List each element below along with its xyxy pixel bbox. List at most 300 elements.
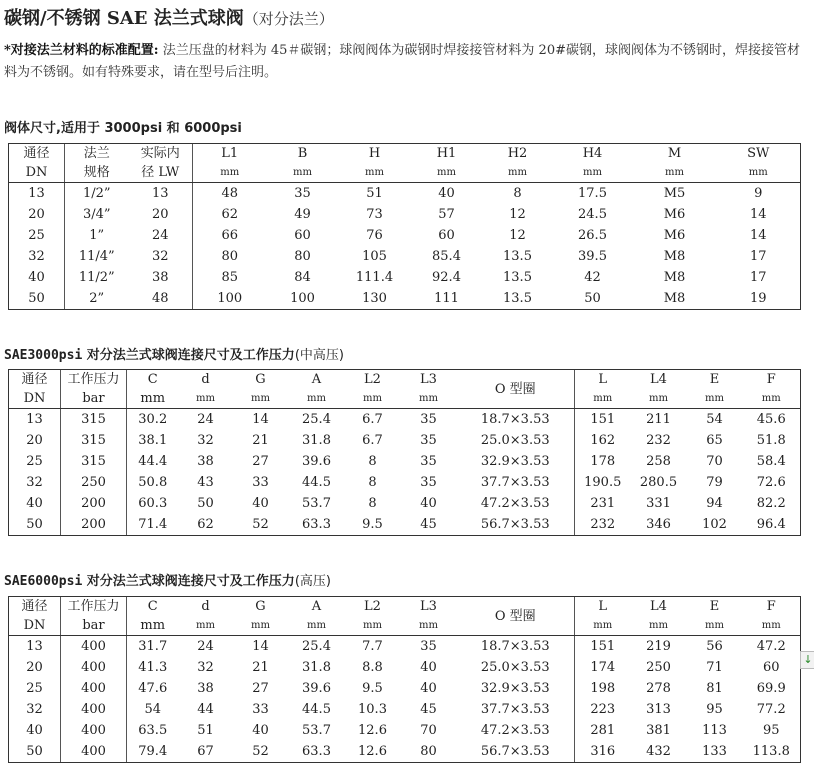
table-cell: 381 <box>646 723 671 738</box>
table-cell: M8 <box>663 270 686 285</box>
table2-caption <box>4 344 344 363</box>
table-cell: 8 <box>513 186 522 201</box>
column-unit: mm <box>575 389 631 409</box>
table-cell: 48 <box>129 288 193 310</box>
table-cell: 232 <box>575 514 631 536</box>
column-header: L3 <box>401 597 457 617</box>
table-cell: 313 <box>646 702 671 717</box>
table-cell: 53.7 <box>302 496 331 511</box>
table-cell: M6 <box>663 207 686 222</box>
table-cell: 19 <box>717 288 801 310</box>
table-cell: 174 <box>575 657 631 678</box>
table-cell: 400 <box>61 699 127 720</box>
table-cell: 53.7 <box>302 723 331 738</box>
table-cell: 280.5 <box>639 475 678 490</box>
table-cell: 44 <box>197 702 214 717</box>
table-cell: 81 <box>706 681 723 696</box>
column-header: A <box>289 370 345 390</box>
table-cell: 12 <box>509 228 526 243</box>
table-row <box>9 409 801 431</box>
table-cell: 400 <box>61 741 127 763</box>
table-cell: 73 <box>366 207 383 222</box>
table-cell: 45 <box>420 702 437 717</box>
table-row <box>9 741 801 763</box>
table-cell: 54 <box>706 412 723 427</box>
table-row <box>9 636 801 658</box>
table-cell: 77.2 <box>743 699 801 720</box>
column-unit: mm <box>339 163 411 183</box>
column-header: 通径 <box>9 144 65 164</box>
table-cell: 60 <box>438 228 455 243</box>
table-cell: 76 <box>366 228 383 243</box>
table-cell: 200 <box>61 514 127 536</box>
table-cell: 35 <box>420 639 437 654</box>
column-header: 通径 <box>9 370 61 390</box>
column-unit: 径 LW <box>129 163 193 183</box>
table-cell: 6.7 <box>362 433 383 448</box>
table-row <box>9 678 801 699</box>
column-header: E <box>687 370 743 390</box>
table-cell: 223 <box>575 699 631 720</box>
table-cell: 13.5 <box>503 270 532 285</box>
table-cell: 9.5 <box>362 681 383 696</box>
column-unit: mm <box>289 616 345 636</box>
column-header: L4 <box>631 370 687 390</box>
table-cell: M8 <box>663 249 686 264</box>
table-cell: 20 <box>9 204 65 225</box>
table-cell: 331 <box>646 496 671 511</box>
table-cell: 50.8 <box>127 472 179 493</box>
table-cell: 37.7×3.53 <box>480 702 550 717</box>
table-cell: 400 <box>61 636 127 658</box>
table-cell: 198 <box>575 678 631 699</box>
column-unit: mm <box>743 616 801 636</box>
table-row <box>9 183 801 205</box>
table-cell: 40 <box>9 267 65 288</box>
column-unit: mm <box>743 389 801 409</box>
table-cell: 38 <box>151 270 169 285</box>
table-cell: M6 <box>663 228 686 243</box>
column-header: O 型圈 <box>457 597 575 636</box>
table-cell: 70 <box>706 454 723 469</box>
column-header: 法兰 <box>65 144 129 164</box>
table2-caption-code: SAE3000psi <box>4 348 83 363</box>
column-unit: mm <box>633 163 717 183</box>
column-header: M <box>633 144 717 164</box>
table-row <box>9 451 801 472</box>
table-cell: 45.6 <box>743 409 801 431</box>
table-cell: 57 <box>438 207 455 222</box>
table-cell: 40 <box>420 681 437 696</box>
table3-caption-text: 对分法兰式球阀连接尺寸及工作压力 <box>82 574 295 589</box>
table-cell: 111.4 <box>355 270 394 285</box>
table-cell: 44.5 <box>302 702 331 717</box>
table-cell: 13 <box>151 186 169 201</box>
table-cell: 96.4 <box>743 514 801 536</box>
column-unit: mm <box>575 616 631 636</box>
table3-caption-code: SAE6000psi <box>4 574 83 589</box>
table-cell: 100 <box>193 288 267 310</box>
column-header: L4 <box>631 597 687 617</box>
column-unit: DN <box>9 389 61 409</box>
table-cell: 67 <box>179 741 233 763</box>
table-cell: 44.5 <box>302 475 331 490</box>
table-cell: 32 <box>9 699 61 720</box>
table-cell: 50 <box>9 741 61 763</box>
table-cell: 31.8 <box>302 433 331 448</box>
table-cell: 63.3 <box>289 514 345 536</box>
table-row <box>9 493 801 514</box>
table-cell: 39.6 <box>302 681 331 696</box>
title-sub: （对分法兰） <box>243 10 334 28</box>
table-cell: 32 <box>151 249 169 264</box>
table-cell: 1” <box>65 225 129 246</box>
column-unit: mm <box>553 163 633 183</box>
column-header: B <box>267 144 339 164</box>
table-cell: 11/4” <box>65 246 129 267</box>
table-cell: 211 <box>646 412 671 427</box>
table-cell: 105 <box>362 249 387 264</box>
table-cell: 14 <box>717 225 801 246</box>
table-cell: 281 <box>575 720 631 741</box>
table-cell: 24 <box>197 639 214 654</box>
table-cell: 133 <box>687 741 743 763</box>
table-cell: 6.7 <box>362 412 383 427</box>
column-unit: bar <box>61 616 127 636</box>
column-header: O 型圈 <box>457 370 575 409</box>
table-cell: 48 <box>193 183 267 205</box>
table-cell: 12.6 <box>358 723 387 738</box>
table-cell: 35 <box>420 433 437 448</box>
table-cell: 31.7 <box>127 636 179 658</box>
table-row <box>9 720 801 741</box>
table-cell: 25.0×3.53 <box>480 660 550 675</box>
scroll-down-button[interactable] <box>800 651 814 669</box>
table-cell: 92.4 <box>432 270 461 285</box>
table-cell: 231 <box>575 493 631 514</box>
table1-caption <box>4 117 242 136</box>
table-cell: 56.7×3.53 <box>457 741 575 763</box>
table-cell: 43 <box>197 475 214 490</box>
column-header: L <box>575 370 631 390</box>
column-unit: mm <box>193 163 267 183</box>
table-cell: 278 <box>646 681 671 696</box>
column-header: L1 <box>193 144 267 164</box>
table-cell: 60.3 <box>127 493 179 514</box>
table-cell: 346 <box>631 514 687 536</box>
table-row <box>9 657 801 678</box>
table-cell: 11/2” <box>65 267 129 288</box>
table-cell: 250 <box>646 660 671 675</box>
table-cell: 47.6 <box>127 678 179 699</box>
table-cell: 50 <box>197 496 214 511</box>
table-cell: 56.7×3.53 <box>457 514 575 536</box>
table-cell: 95 <box>743 720 801 741</box>
column-unit: mm <box>483 163 553 183</box>
table-cell: 26.5 <box>578 228 607 243</box>
table-cell: 71.4 <box>127 514 179 536</box>
table-cell: 113 <box>702 723 727 738</box>
column-header: SW <box>717 144 801 164</box>
column-unit: mm <box>631 389 687 409</box>
column-header: L2 <box>345 597 401 617</box>
table-cell: 400 <box>61 657 127 678</box>
table-cell: 39.6 <box>302 454 331 469</box>
table-cell: 72.6 <box>743 472 801 493</box>
table3-caption-paren: (高压) <box>294 574 331 589</box>
table-cell: 32.9×3.53 <box>480 681 550 696</box>
table-cell: 18.7×3.53 <box>480 639 550 654</box>
table-cell: 47.2×3.53 <box>480 496 550 511</box>
column-unit: mm <box>233 389 289 409</box>
table-cell: 41.3 <box>127 657 179 678</box>
table-cell: 3/4” <box>65 204 129 225</box>
table-cell: 35 <box>420 475 437 490</box>
table-cell: 32 <box>197 433 214 448</box>
table-cell: 60 <box>294 228 311 243</box>
table-cell: 151 <box>575 409 631 431</box>
column-header: 工作压力 <box>61 370 127 390</box>
table-cell: 31.8 <box>302 660 331 675</box>
table-cell: 40 <box>438 186 455 201</box>
table-cell: 13 <box>9 183 65 205</box>
table-cell: 70 <box>420 723 437 738</box>
table-cell: 33 <box>252 702 269 717</box>
table-row <box>9 699 801 720</box>
table-cell: 79 <box>706 475 723 490</box>
table-cell: 20 <box>9 430 61 451</box>
table-cell: 40 <box>420 496 437 511</box>
table-cell: 7.7 <box>362 639 383 654</box>
table-cell: 25 <box>9 451 61 472</box>
column-header: L2 <box>345 370 401 390</box>
table-cell: 178 <box>575 451 631 472</box>
table-cell: 20 <box>151 207 169 222</box>
column-unit: DN <box>9 616 61 636</box>
table-cell: 432 <box>631 741 687 763</box>
table-cell: 82.2 <box>743 493 801 514</box>
column-header: H1 <box>411 144 483 164</box>
table-cell: 111 <box>411 288 483 310</box>
table-cell: 32 <box>9 472 61 493</box>
table-cell: 51.8 <box>743 430 801 451</box>
table-cell: 40 <box>9 493 61 514</box>
table-cell: 50 <box>9 514 61 536</box>
table-cell: 9 <box>717 183 801 205</box>
table-cell: 232 <box>646 433 671 448</box>
table-cell: 400 <box>61 720 127 741</box>
table-row <box>9 204 801 225</box>
table-cell: 24 <box>151 228 169 243</box>
table-cell: 38 <box>197 454 214 469</box>
table-cell: 100 <box>267 288 339 310</box>
table-cell: 130 <box>339 288 411 310</box>
table-cell: 32 <box>9 246 65 267</box>
table-cell: 45 <box>401 514 457 536</box>
table-cell: 60 <box>743 657 801 678</box>
table3-caption <box>4 570 331 589</box>
table-row <box>9 225 801 246</box>
table-row <box>9 472 801 493</box>
column-header: E <box>687 597 743 617</box>
column-header: G <box>233 370 289 390</box>
arrow-down-icon: ↓ <box>803 653 813 666</box>
column-unit: mm <box>345 389 401 409</box>
column-unit: 规格 <box>65 163 129 183</box>
column-header: A <box>289 597 345 617</box>
table-cell: 40 <box>252 496 269 511</box>
table-cell: 71 <box>706 660 723 675</box>
table-cell: 113.8 <box>743 741 801 763</box>
table-row <box>9 267 801 288</box>
table-cell: 8 <box>368 454 377 469</box>
table-cell: 37.7×3.53 <box>480 475 550 490</box>
table-cell: 21 <box>252 433 269 448</box>
valve-body-dimensions-table <box>8 143 801 310</box>
table-row <box>9 430 801 451</box>
table-cell: 50 <box>9 288 65 310</box>
table-cell: 65 <box>706 433 723 448</box>
table-cell: 1/2” <box>65 183 129 205</box>
table-cell: 51 <box>366 186 383 201</box>
table-cell: 18.7×3.53 <box>480 412 550 427</box>
table-cell: M5 <box>663 186 686 201</box>
table-cell: 17.5 <box>578 186 607 201</box>
table-cell: 56 <box>706 639 723 654</box>
column-unit: mm <box>401 616 457 636</box>
table-cell: 25.4 <box>302 412 331 427</box>
table-cell: 190.5 <box>575 472 631 493</box>
table-cell: 162 <box>575 430 631 451</box>
table-cell: 10.3 <box>358 702 387 717</box>
table-cell: 44.4 <box>127 451 179 472</box>
column-header: F <box>743 597 801 617</box>
column-unit: mm <box>345 616 401 636</box>
column-header: H <box>339 144 411 164</box>
table-cell: 69.9 <box>743 678 801 699</box>
table-cell: 35 <box>420 412 437 427</box>
table-cell: 400 <box>61 678 127 699</box>
table-cell: 94 <box>706 496 723 511</box>
table-cell: 40 <box>9 720 61 741</box>
table-cell: 8 <box>368 475 377 490</box>
column-unit: mm <box>289 389 345 409</box>
column-unit: mm <box>717 163 801 183</box>
table-cell: 27 <box>252 454 269 469</box>
table-cell: 62 <box>193 204 267 225</box>
sae3000-connection-table <box>8 369 801 536</box>
table-cell: 42 <box>584 270 601 285</box>
table-cell: 66 <box>193 225 267 246</box>
table-cell: 14 <box>252 412 269 427</box>
table-cell: 52 <box>233 514 289 536</box>
table-cell: 54 <box>127 699 179 720</box>
table-cell: 38 <box>197 681 214 696</box>
table-cell: 85 <box>193 267 267 288</box>
column-header: 通径 <box>9 597 61 617</box>
column-unit: mm <box>411 163 483 183</box>
table-cell: 8 <box>368 496 377 511</box>
column-unit: mm <box>267 163 339 183</box>
table-cell: 32 <box>197 660 214 675</box>
table1-caption-text: 阀体尺寸,适用于 3000psi 和 6000psi <box>4 121 242 136</box>
column-header: F <box>743 370 801 390</box>
table-cell: 32.9×3.53 <box>480 454 550 469</box>
note-text: 法兰压盘的材料为 45＃碳钢；球阀阀体为碳钢时焊接接管材料为 20#碳钢，球阀阀体为不锈钢时，焊接接管材料为不锈钢。如有特殊要求，请在型号后注明。 <box>4 43 800 80</box>
table2-caption-text: 对分法兰式球阀连接尺寸及工作压力 <box>82 348 295 363</box>
table-cell: 315 <box>61 451 127 472</box>
column-header: G <box>233 597 289 617</box>
table-cell: 47.2 <box>743 636 801 658</box>
table2-caption-paren: (中高压) <box>294 348 344 363</box>
table-cell: 39.5 <box>578 249 607 264</box>
table-cell: 13 <box>9 636 61 658</box>
column-header: L3 <box>401 370 457 390</box>
column-header: C <box>127 597 179 617</box>
table-cell: 151 <box>575 636 631 658</box>
table-cell: 20 <box>9 657 61 678</box>
table-cell: 12 <box>509 207 526 222</box>
column-unit: mm <box>401 389 457 409</box>
table-cell: 80 <box>294 249 311 264</box>
table-cell: 25.4 <box>302 639 331 654</box>
column-unit: mm <box>179 389 233 409</box>
table-cell: 17 <box>717 267 801 288</box>
table-cell: 316 <box>575 741 631 763</box>
table-cell: 25.0×3.53 <box>480 433 550 448</box>
column-unit: mm <box>631 616 687 636</box>
page-title <box>4 4 334 30</box>
table-cell: 33 <box>252 475 269 490</box>
table-cell: 84 <box>294 270 311 285</box>
table-cell: 47.2×3.53 <box>480 723 550 738</box>
column-unit: mm <box>179 616 233 636</box>
column-header: L <box>575 597 631 617</box>
column-header: d <box>179 370 233 390</box>
table-cell: 62 <box>179 514 233 536</box>
table-cell: 13.5 <box>503 249 532 264</box>
table-cell: 58.4 <box>743 451 801 472</box>
title-main: 碳钢/不锈钢 SAE 法兰式球阀 <box>4 8 244 29</box>
column-header: 工作压力 <box>61 597 127 617</box>
column-unit: mm <box>127 616 179 636</box>
table-cell: 85.4 <box>432 249 461 264</box>
table-cell: 102 <box>687 514 743 536</box>
table-cell: 49 <box>294 207 311 222</box>
table-cell: 12.6 <box>345 741 401 763</box>
column-header: d <box>179 597 233 617</box>
table-cell: 17 <box>717 246 801 267</box>
table-cell: 200 <box>61 493 127 514</box>
table-cell: 27 <box>252 681 269 696</box>
table-cell: 250 <box>61 472 127 493</box>
table-cell: 13 <box>9 409 61 431</box>
table-cell: 258 <box>646 454 671 469</box>
column-unit: mm <box>687 389 743 409</box>
table-cell: 219 <box>646 639 671 654</box>
note-lead: *对接法兰材料的标准配置: <box>4 43 159 58</box>
table-cell: 13.5 <box>483 288 553 310</box>
table-cell: M8 <box>633 288 717 310</box>
table-cell: 38.1 <box>127 430 179 451</box>
table-cell: 52 <box>233 741 289 763</box>
table-cell: 63.5 <box>127 720 179 741</box>
table-cell: 95 <box>706 702 723 717</box>
column-unit: mm <box>233 616 289 636</box>
column-unit: DN <box>9 163 65 183</box>
table-cell: 24.5 <box>578 207 607 222</box>
table-cell: 50 <box>553 288 633 310</box>
